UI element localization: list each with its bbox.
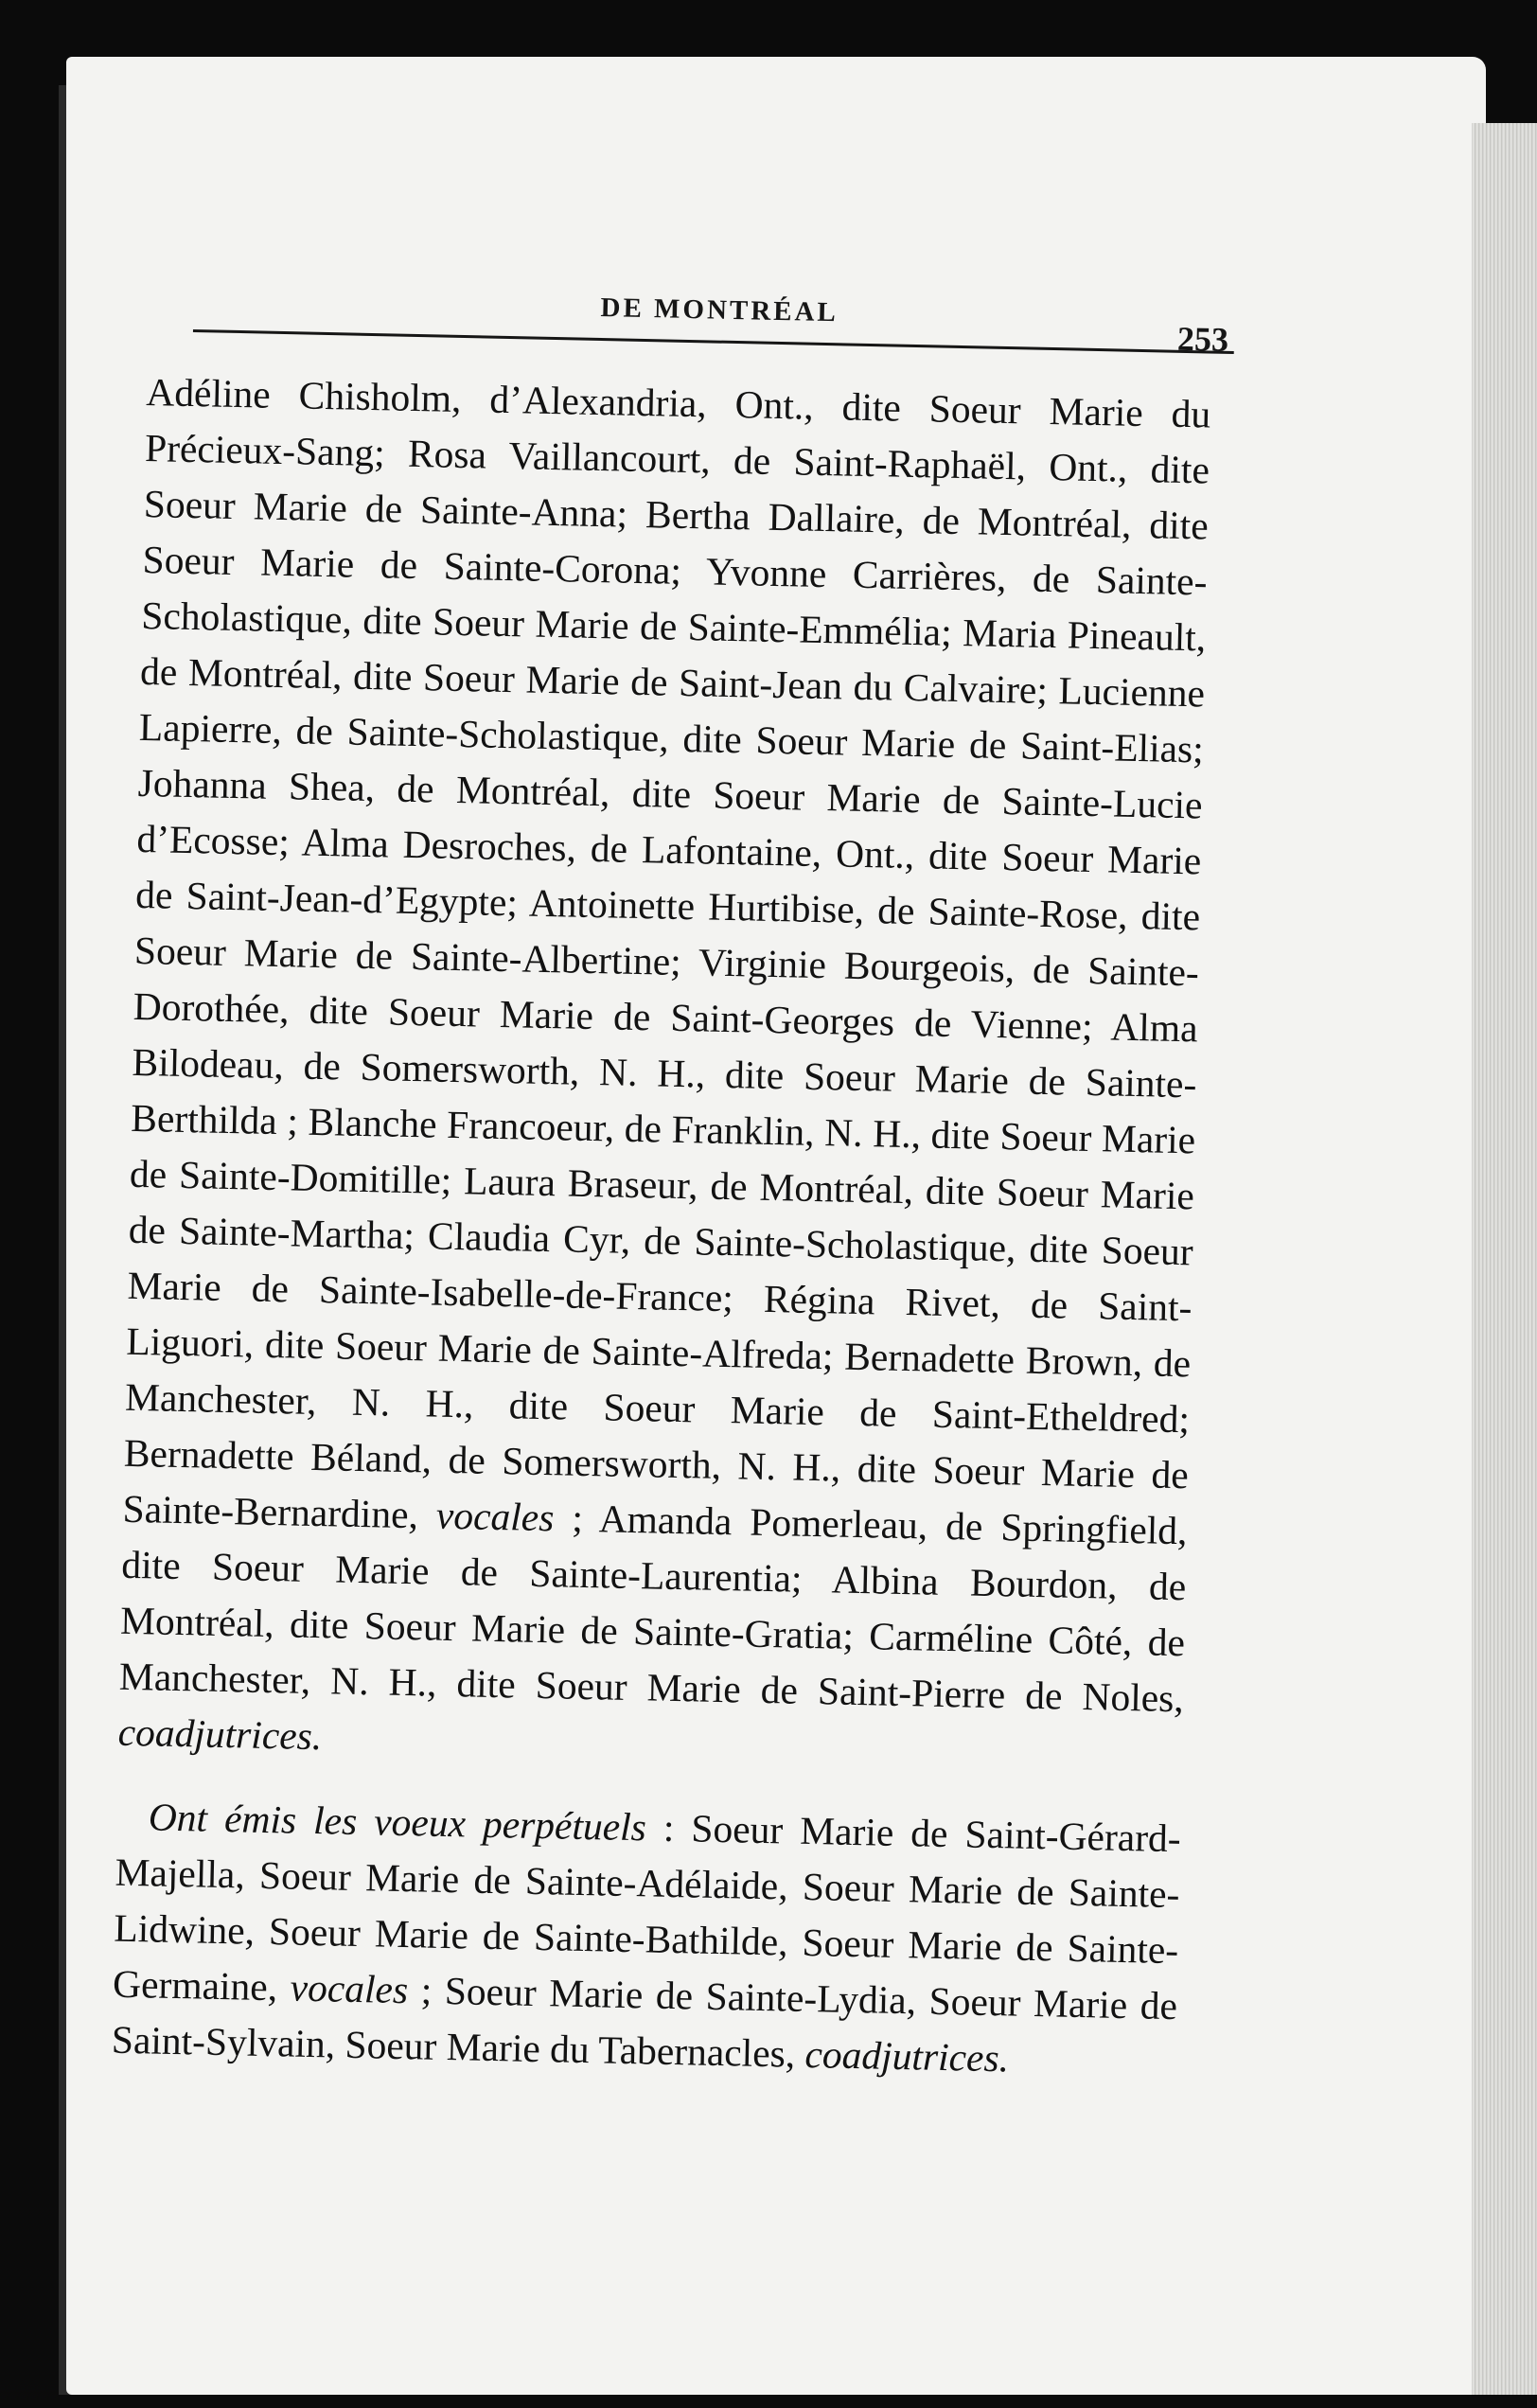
paragraph-2-italic-vocales: vocales <box>290 1965 409 2012</box>
paragraph-1 <box>117 364 1211 1782</box>
paragraph-2-italic-coadjutrices: coadjutrices. <box>804 2031 1010 2080</box>
running-head-title: DE MONTRÉAL <box>600 292 839 328</box>
page-stack-edge <box>1472 123 1537 2395</box>
paragraph-1-text-2: ; Amanda Pomerleau, de Springfield, dite Soeur Marie de Sainte-Laurentia; Albina Bourdon, de Montréal, dite Soeur Marie de Sainte-Gratia; Carméline Côté, de Manchester, N. H., dite Soeur Marie de Saint-Pierre de Noles, <box>118 1496 1188 1721</box>
paragraph-1-italic-coadjutrices: coadjutrices. <box>117 1709 323 1759</box>
paragraph-2-text: : Soeur Marie de Saint-Gérard-Majella, Soeur Marie de Sainte-Adélaide, Soeur Marie de Sainte-Lidwine, Soeur Marie de Sainte-Bathilde, Soeur Marie de Sainte-Germaine, <box>112 1805 1182 2010</box>
paragraph-2-italic-lead: Ont émis les voeux perpétuels <box>148 1795 647 1850</box>
page-number: 253 <box>1176 319 1229 359</box>
paragraph-1-text: Adéline Chisholm, d’Alexandria, Ont., dite Soeur Marie du Précieux-Sang; Rosa Vaillancourt, de Saint-Raphaël, Ont., dite Soeur Marie de Sainte-Anna; Bertha Dallaire, de Montréal, dite Soeur Marie de Sainte-Corona; Yvonne Carrières, de Sainte-Scholastique, dite Soeur Marie de Sainte-Emmélia; Maria Pineault, de Montréal, dite Soeur Marie de Saint-Jean du Calvaire; Lucienne Lapierre, de Sainte-Scholastique, dite Soeur Marie de Saint-Elias; Johanna Shea, de Montréal, dite Soeur Marie de Sainte-Lucie d’Ecosse; Alma Desroches, de Lafontaine, Ont., dite Soeur Marie de Saint-Jean-d’Egypte; Antoinette Hurtibise, de Sainte-Rose, dite Soeur Marie de Sainte-Albertine; Virginie Bourgeois, de Sainte-Dorothée, dite Soeur Marie de Saint-Georges de Vienne; Alma Bilodeau, de Somersworth, N. H., dite Soeur Marie de Sainte-Berthilda ; Blanche Francoeur, de Franklin, N. H., dite Soeur Marie de Sainte-Domitille; Laura Braseur, de Montréal, dite Soeur Marie de Sainte-Martha; Claudia Cyr, de Sainte-Scholastique, dite Soeur Marie de Sainte-Isabelle-de-France; Régina Rivet, de Saint-Liguori, dite Soeur Marie de Sainte-Alfreda; Bernadette Brown, de Manchester, N. H., dite Soeur Marie de Saint-Etheldred; Bernadette Béland, de Somersworth, N. H., dite Soeur Marie de Sainte-Bernardine, <box>122 369 1211 1537</box>
page-body <box>111 364 1210 2090</box>
paragraph-2 <box>111 1789 1181 2090</box>
paragraph-1-italic-vocales: vocales <box>435 1493 555 1540</box>
paragraph-2-text-2: ; Soeur Marie de Sainte-Lydia, Soeur Marie de Saint-Sylvain, Soeur Marie du Tabernacles, <box>111 1968 1178 2076</box>
